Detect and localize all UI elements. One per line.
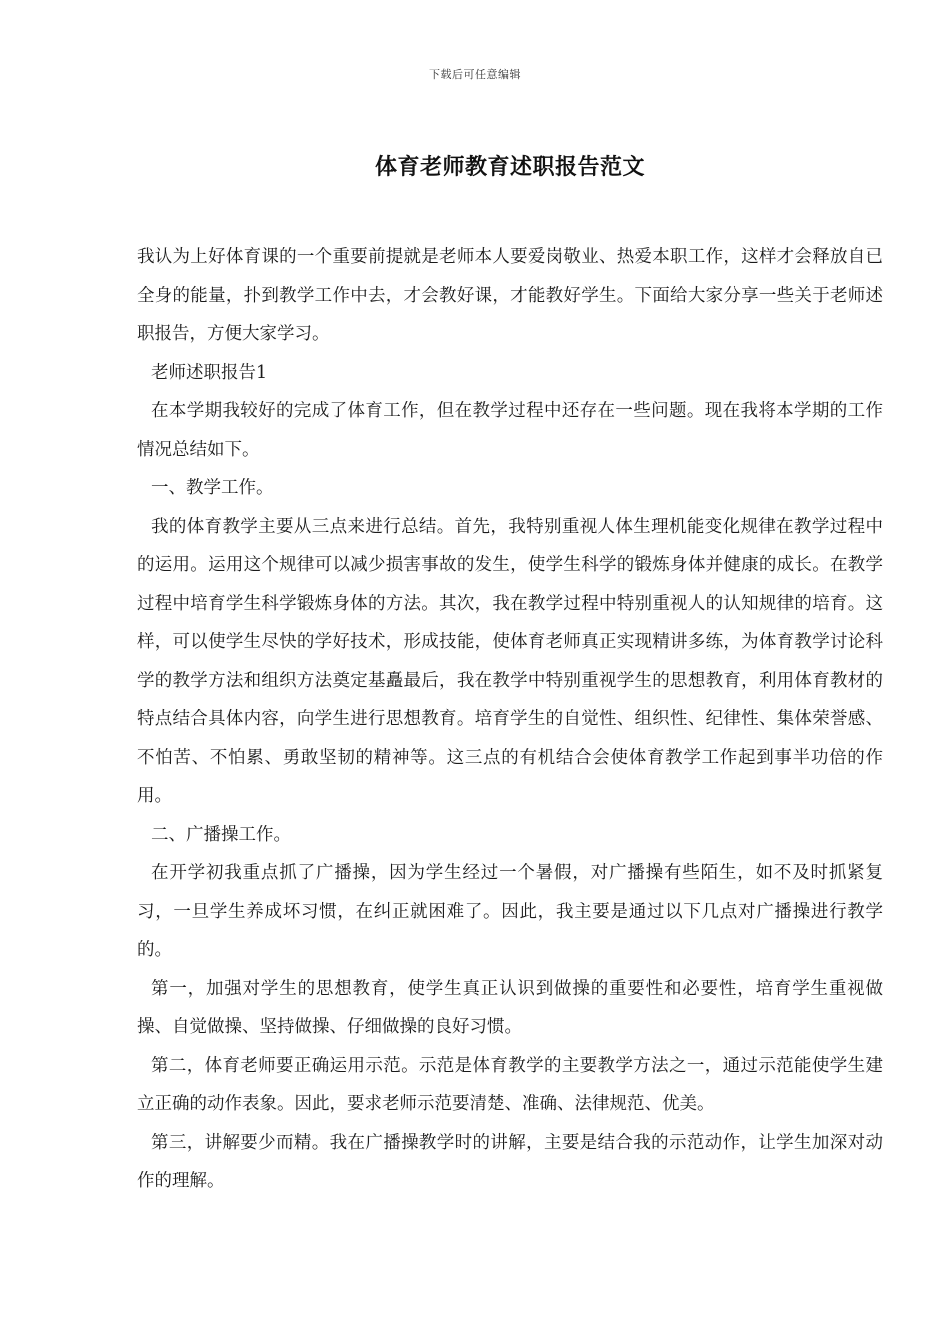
body-paragraph: 在开学初我重点抓了广播操，因为学生经过一个暑假，对广播操有些陌生，如不及时抓紧复习，一旦学生养成坏习惯，在纠正就困难了。因此，我主要是通过以下几点对广播操进行教学的。 [137, 863, 883, 960]
body-paragraph: 第二，体育老师要正确运用示范。示范是体育教学的主要教学方法之一，通过示范能使学生建立正确的动作表象。因此，要求老师示范要清楚、准确、法律规范、优美。 [137, 1055, 883, 1114]
document-body [137, 238, 883, 1201]
body-paragraph: 第三，讲解要少而精。我在广播操教学时的讲解，主要是结合我的示范动作，让学生加深对动作的理解。 [137, 1132, 883, 1191]
body-paragraph: 在本学期我较好的完成了体育工作，但在教学过程中还存在一些问题。现在我将本学期的工作情况总结如下。 [137, 401, 883, 460]
section-heading-broadcast-exercise: 二、广播操工作。 [151, 824, 291, 845]
header-note: 下载后可任意编辑 [429, 68, 521, 81]
body-paragraph: 我的体育教学主要从三点来进行总结。首先，我特别重视人体生理机能变化规律在教学过程中的运用。运用这个规律可以减少损害事故的发生，使学生科学的锻炼身体并健康的成长。在教学过程中培育学生科学锻炼身体的方法。其次，我在教学过程中特别重视人的认知规律的培育。这样，可以使学生尽快的学好技术，形成技能，使体育老师真正实现精讲多练，为体育教学讨论科学的教学方法和组织方法奠定基矗最后，我在教学中特别重视学生的思想教育，利用体育教材的特点结合具体内容，向学生进行思想教育。培育学生的自觉性、组织性、纪律性、集体荣誉感、不怕苦、不怕累、勇敢坚韧的精神等。这三点的有机结合会使体育教学工作起到事半功倍的作用。 [137, 516, 883, 806]
page-title: 体育老师教育述职报告范文 [374, 155, 645, 180]
intro-paragraph: 我认为上好体育课的一个重要前提就是老师本人要爱岗敬业、热爱本职工作，这样才会释放自已全身的能量，扑到教学工作中去，才会教好课，才能教好学生。下面给大家分享一些关于老师述职报告，方便大家学习。 [137, 247, 883, 344]
section-heading-teaching: 一、教学工作。 [151, 478, 274, 498]
body-paragraph: 第一，加强对学生的思想教育，使学生真正认识到做操的重要性和必要性，培育学生重视做操、自觉做操、坚持做操、仔细做操的良好习惯。 [137, 978, 883, 1037]
section-heading-report-1: 老师述职报告1 [151, 362, 268, 383]
